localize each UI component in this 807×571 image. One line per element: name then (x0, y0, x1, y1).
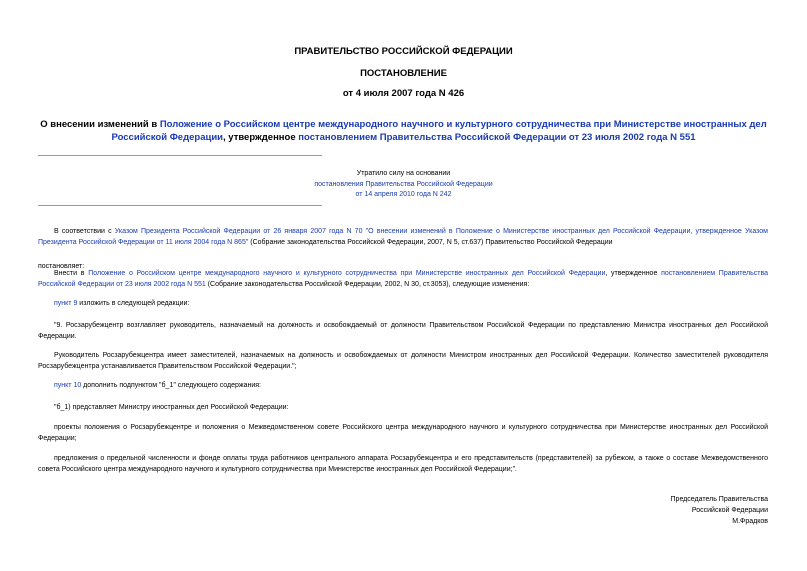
point-9-text: изложить в следующей редакции: (77, 300, 190, 307)
lost-force-link-date[interactable]: от 14 апреля 2010 года N 242 (355, 191, 452, 198)
signature-position: Председатель Правительства (670, 496, 768, 503)
title-link-resolution[interactable]: постановлением Правительства Российской Федерации от 23 июля 2002 года N 551 (298, 132, 696, 143)
document-title (40, 118, 767, 144)
paragraph-point-10 (38, 381, 768, 392)
paragraph-point-9 (38, 299, 768, 310)
preamble-prefix: В соответствии с (54, 228, 115, 235)
divider-bottom (38, 205, 322, 206)
point-10-link[interactable]: пункт 10 (54, 382, 82, 389)
government-heading: ПРАВИТЕЛЬСТВО РОССИЙСКОЙ ФЕДЕРАЦИИ (294, 46, 513, 57)
point-9-link[interactable]: пункт 9 (54, 300, 78, 307)
resolution-link[interactable]: постановлением Правительства Российской Федерации от 23 июля 2002 года N 551 (38, 270, 768, 288)
point-10-text: дополнить подпунктом "б_1" следующего содержания: (81, 382, 261, 389)
document-type: ПОСТАНОВЛЕНИЕ (360, 68, 447, 79)
preamble-suffix: (Собрание законодательства Российской Федерации, 2007, N 5, ст.637) Правительство Российской Федерации (248, 238, 613, 246)
amendments-suffix: (Собрание законодательства Российской Федерации, 2002, N 30, ст.3053), следующие изменения: (205, 280, 530, 288)
paragraph-proposals: предложения о предельной численности и фонде оплаты труда работников центрального аппарата Росзарубежцентра и его представительств (представителей) за рубежом, а также о составе Межведомственного совета Российского центра международного научного и культурного сотрудничества при Министерстве иностранных дел Российской Федерации;". (38, 455, 768, 473)
lost-force-link-title[interactable]: постановления Правительства Российской Федерации (314, 180, 493, 188)
paragraph-deputies: Руководитель Росзарубежцентра имеет заместителей, назначаемых на должность и освобождаемых от должности Министром иностранных дел Российской Федерации. Количество заместителей руководителя Росзарубежцентра устанавливается Правительством Российской Федерации."; (38, 352, 768, 370)
signature-name: М.Фрадков (732, 518, 768, 525)
signature-block (560, 494, 768, 527)
amendments-prefix: Внести в (54, 270, 89, 277)
amendments-middle: , утвержденное (605, 270, 662, 277)
title-prefix: О внесении изменений в (40, 119, 160, 130)
paragraph-drafts: проекты положения о Росзарубежцентре и положения о Межведомственном совете Российского центра международного научного и культурного сотрудничества при Министерстве иностранных дел Российской Федерации; (38, 424, 768, 442)
title-link-regulation[interactable]: Положение о Российском центре международного научного и культурного сотрудничества при Министерстве иностранных дел Российской Федерации (111, 119, 767, 143)
lost-force-notice (0, 169, 807, 201)
presidential-decree-link[interactable]: Указом Президента Российской Федерации от 26 января 2007 года N 70 "О внесении изменений в Положение о Министерстве иностранных дел Российской Федерации, утвержденное Указом Президента Российской Федерации от 11 июля 2004 года N 865" (38, 228, 768, 246)
paragraph-amendments (38, 269, 768, 290)
paragraph-point-9-text: "9. Росзарубежцентр возглавляет руководитель, назначаемый на должность и освобождаемый от должности Правительством Российской Федерации по представлению Министра иностранных дел Российской Федерации. (38, 322, 768, 340)
divider-top (38, 155, 322, 156)
paragraph-subpoint-b1: "б_1) представляет Министру иностранных дел Российской Федерации: (54, 404, 289, 411)
paragraph-resolves: постановляет: (38, 263, 85, 270)
title-middle: , утвержденное (223, 132, 299, 143)
paragraph-preamble (38, 227, 768, 248)
signature-country: Российской Федерации (691, 507, 768, 514)
document-date-number: от 4 июля 2007 года N 426 (342, 88, 465, 99)
lost-force-line: Утратило силу на основании (356, 170, 451, 177)
regulation-link[interactable]: Положение о Российском центре международного научного и культурного сотрудничества при Министерстве иностранных дел Российской Федерации (88, 270, 606, 277)
